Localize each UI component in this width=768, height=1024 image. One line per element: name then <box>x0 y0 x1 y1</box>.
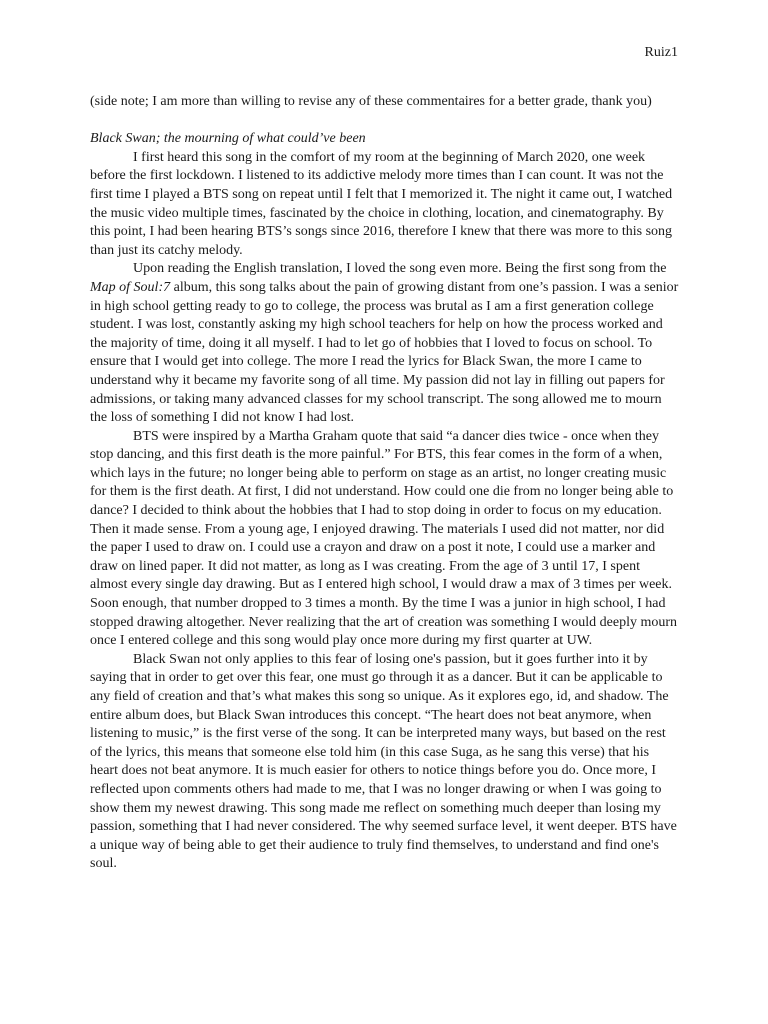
document-body <box>90 93 680 874</box>
essay-title: Black Swan; the mourning of what could’ve been <box>90 131 366 147</box>
paragraph-2-text-after: album, this song talks about the pain of growing distant from one’s passion. I was a senior in high school getting ready to go to college, the process was brutal as I am a first generation college student. I was lost, constantly asking my high school teachers for help on how the process worked and the majority of time, doing it all myself. I had to let go of hobbies that I loved to focus on school. To ensure that I would get into college. The more I read the lyrics for Black Swan, the more I came to understand why it became my favorite song of all time. My passion did not lay in filling out papers for admissions, or taking many advanced classes for my school transcript. The song allowed me to mourn the loss of something I did not know I had lost. <box>90 279 679 426</box>
page-header-label: Ruiz1 <box>644 45 678 60</box>
paragraph-3: BTS were inspired by a Martha Graham quote that said “a dancer dies twice - once when they stop dancing, and this first death is the more painful.” For BTS, this fear comes in the form of a when, which lays in the future; no longer being able to perform on stage as an artist, no longer creating music for them is the first death. At first, I did not understand. How could one die from no longer being able to dance? I decided to think about the hobbies that I had to stop doing in order to focus on my education. Then it made sense. From a young age, I enjoyed drawing. The materials I used did not matter, nor did the paper I used to draw on. I could use a crayon and draw on a post it note, I could use a marker and draw on lined paper. It did not matter, as long as I was creating. From the age of 3 until 17, I spent almost every single day drawing. But as I entered high school, I would draw a max of 3 times per week. Soon enough, that number dropped to 3 times a month. By the time I was a junior in high school, I had stopped drawing altogether. Never realizing that the art of creation was something I would deeply mourn once I entered college and this song would play once more during my first quarter at UW. <box>90 428 678 649</box>
paragraph-1: I first heard this song in the comfort of my room at the beginning of March 2020, one week before the first lockdown. I listened to its addictive melody more times than I can count. It was not the first time I played a BTS song on repeat until I felt that I memorized it. The night it came out, I watched the music video multiple times, fascinated by the choice in clothing, location, and cinematography. By this point, I had been hearing BTS’s songs since 2016, therefore I knew that there was more to this song than just its catchy melody. <box>90 149 673 258</box>
album-title: Map of Soul:7 <box>90 279 171 295</box>
side-note: (side note; I am more than willing to revise any of these commentaires for a better grade, thank you) <box>90 94 652 109</box>
paragraph-4: Black Swan not only applies to this fear of losing one's passion, but it goes further into it by saying that in order to get over this fear, one must go through it as a dancer. But it can be applicable to any field of creation and that’s what makes this song so unique. As it explores ego, id, and shadow. The entire album does, but Black Swan introduces this concept. “The heart does not beat anymore, when listening to music,” is the first verse of the song. It can be interpreted many ways, but based on the rest of the lyrics, this means that someone else told him (in this case Suga, as he sang this verse) that his heart does not beat anymore. It is much easier for others to notice things before you do. Once more, I reflected upon comments others had made to me, that I was no longer drawing or when I was going to show them my newest drawing. This song made me reflect on something much deeper than losing my passion, something that I had never considered. The why seemed surface level, it went deeper. BTS have a unique way of being able to get their audience to truly find themselves, to understand and find one's soul. <box>90 651 677 872</box>
paragraph-2 <box>90 260 680 427</box>
paragraph-2-text-before: Upon reading the English translation, I loved the song even more. Being the first song from the <box>133 261 667 277</box>
